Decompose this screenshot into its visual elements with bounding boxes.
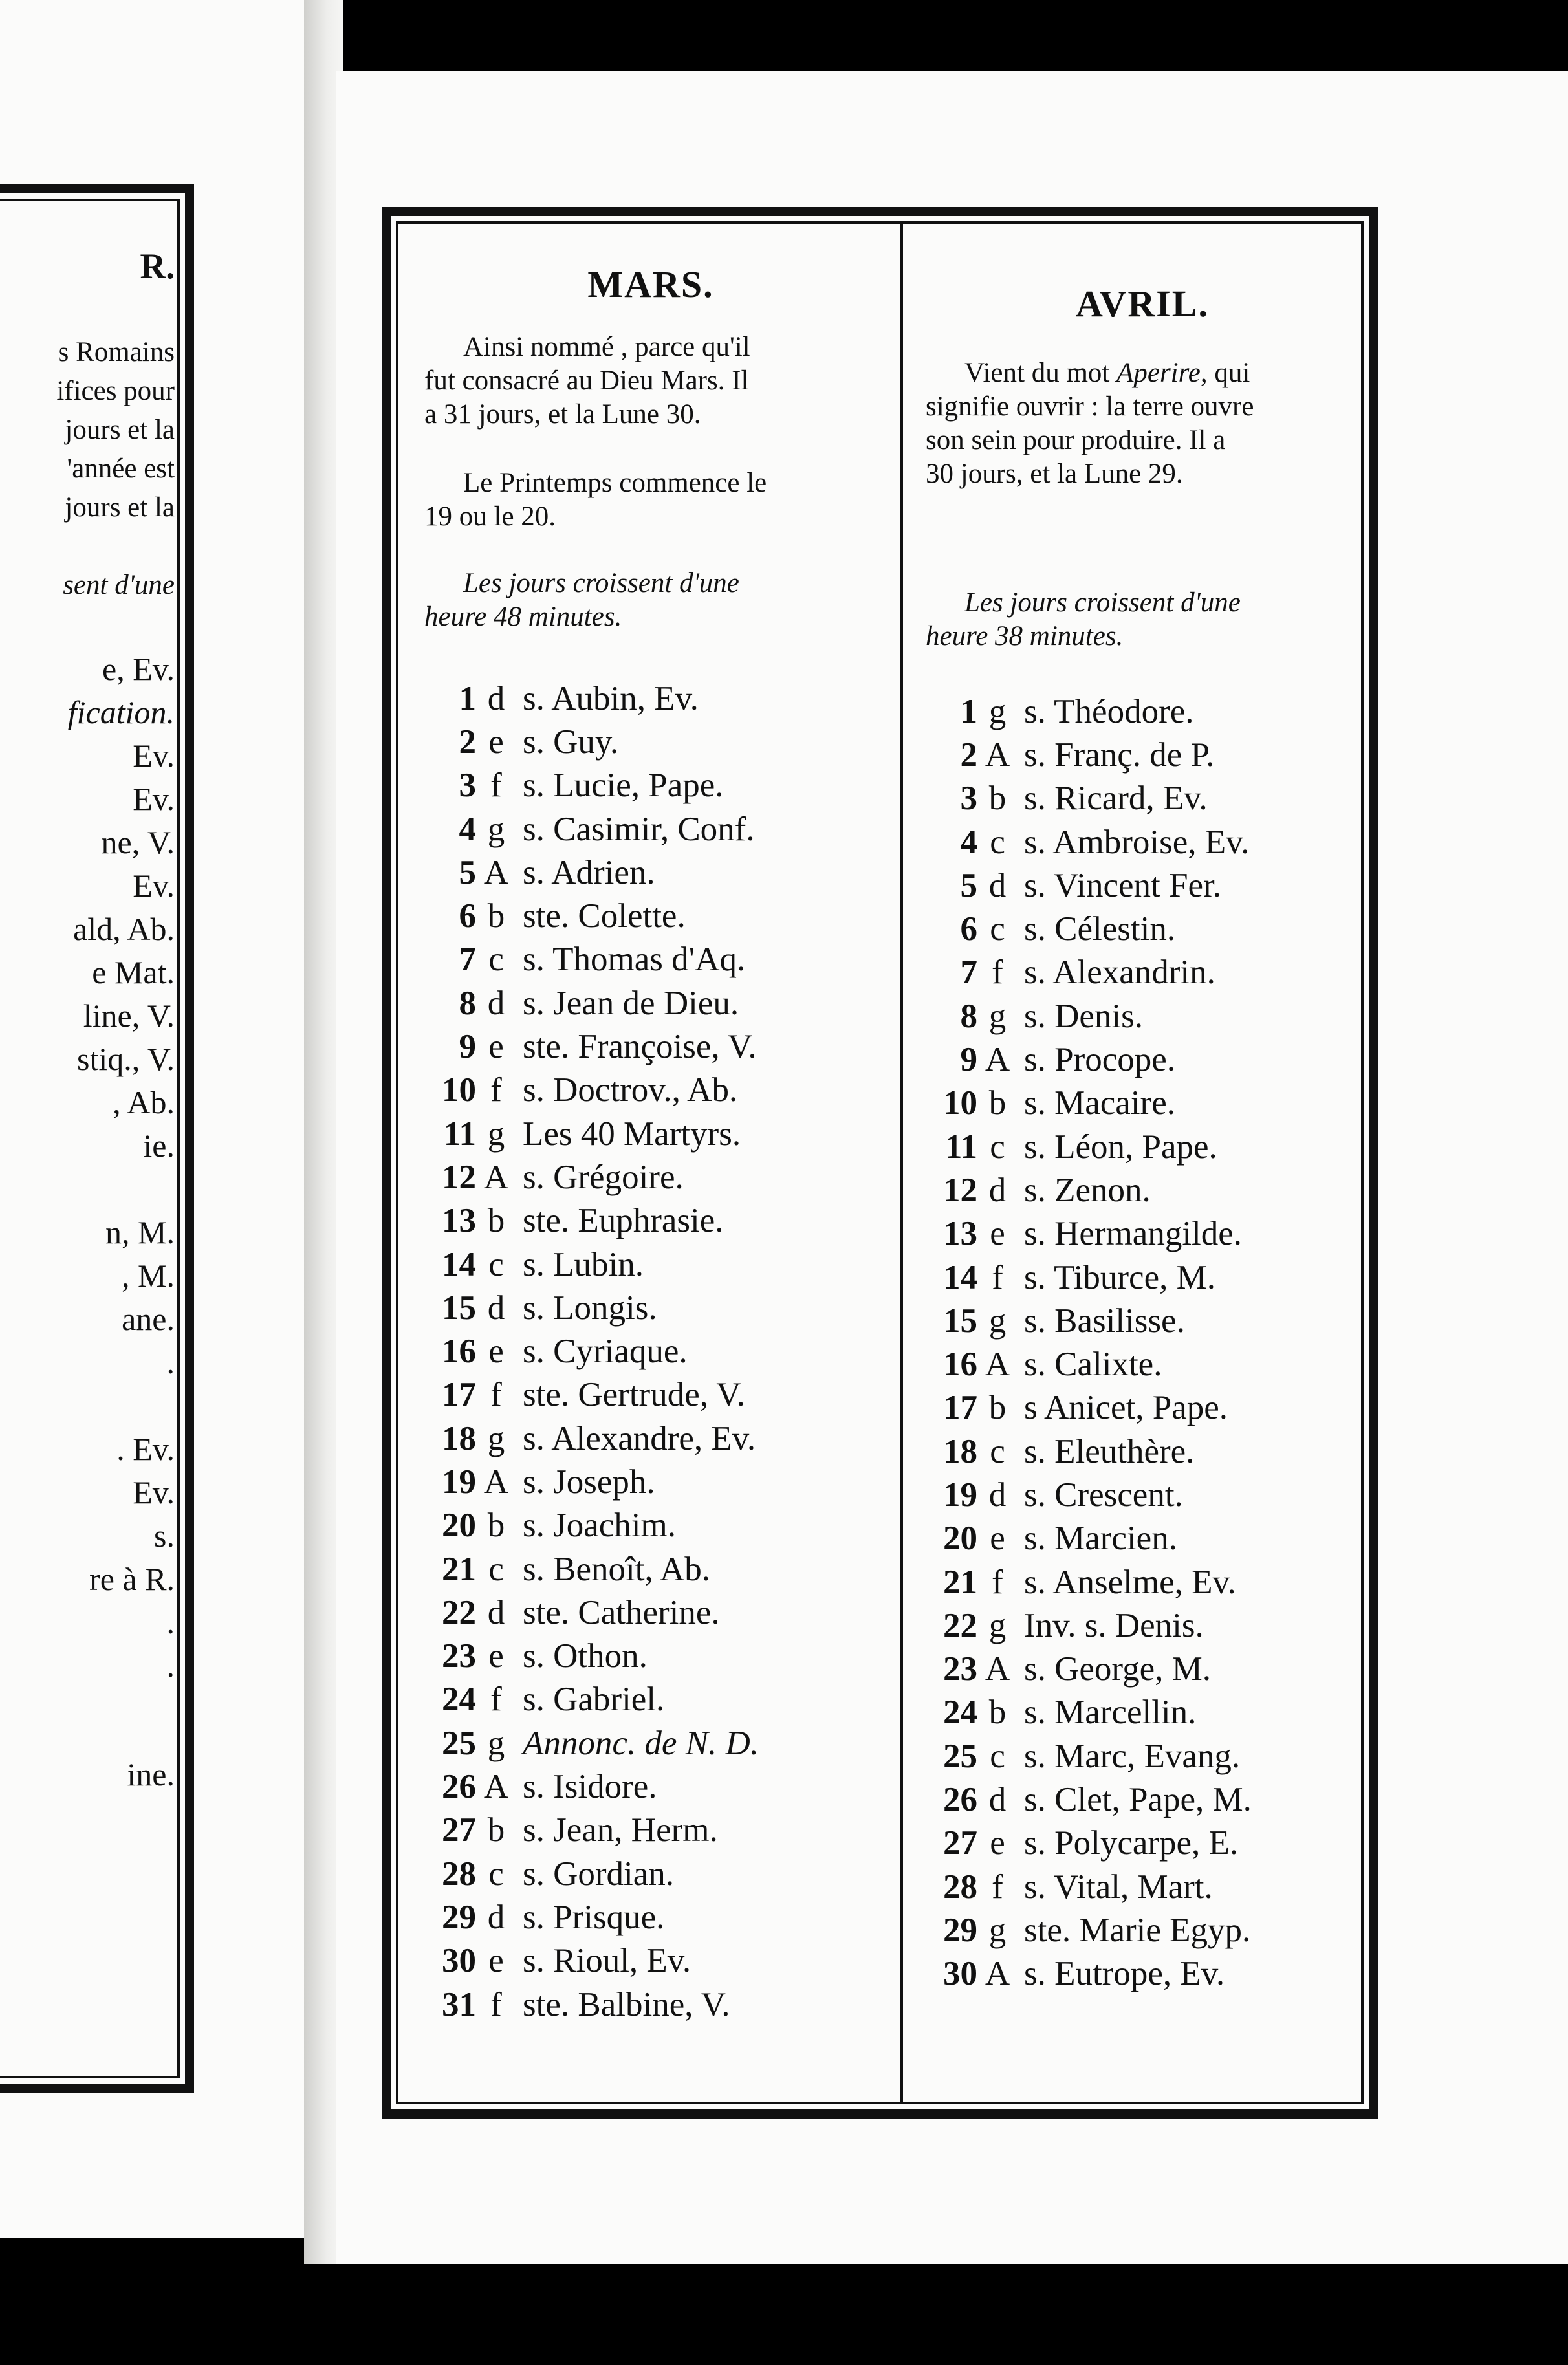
avril-day-row <box>926 1560 1359 1604</box>
column-divider <box>900 224 903 2102</box>
mars-day-row <box>424 1069 877 1112</box>
dominical-letter: d <box>988 866 1007 904</box>
saint-name: s. Marcellin. <box>1024 1694 1197 1732</box>
day-number: 28 <box>943 1868 977 1906</box>
day-number: 24 <box>442 1681 476 1719</box>
dominical-letter: A <box>985 1955 1010 1993</box>
mars-day-row <box>424 1895 877 1939</box>
dominical-letter: A <box>483 1158 509 1196</box>
day-number: 16 <box>943 1346 977 1384</box>
saint-name: s. Vincent Fer. <box>1024 866 1221 904</box>
dominical-letter: A <box>985 1650 1010 1688</box>
mars-day-row <box>424 1373 877 1417</box>
left-page-line: 'année est <box>67 453 175 484</box>
avril-day-row <box>926 1517 1359 1560</box>
saint-name: ste. Euphrasie. <box>523 1202 724 1240</box>
dominical-letter: d <box>487 1289 505 1327</box>
dominical-letter: f <box>490 1681 502 1719</box>
left-page-line: . <box>166 1648 175 1684</box>
left-page-line: . Ev. <box>116 1431 175 1467</box>
dominical-letter: g <box>988 997 1007 1035</box>
avril-day-row <box>926 1038 1359 1081</box>
mars-day-row <box>424 894 877 937</box>
day-number: 28 <box>442 1855 476 1893</box>
avril-day-row <box>926 820 1359 864</box>
left-page-line: ald, Ab. <box>73 911 175 947</box>
avril-day-row <box>926 1125 1359 1168</box>
mars-day-row <box>424 1983 877 2026</box>
mars-day-row <box>424 1025 877 1068</box>
saint-name: s. Franç. de P. <box>1024 736 1215 774</box>
avril-day-row <box>926 1168 1359 1212</box>
saint-name: s. Rioul, Ev. <box>523 1942 691 1980</box>
avril-day-row <box>926 1908 1359 1952</box>
left-page-line: e Mat. <box>92 954 175 990</box>
mars-day-row <box>424 1678 877 1721</box>
avril-title: AVRIL. <box>1076 283 1209 325</box>
dominical-letter: g <box>487 1724 505 1762</box>
saint-name: s. Procope. <box>1024 1041 1176 1079</box>
avril-day-row <box>926 907 1359 950</box>
dominical-letter: f <box>490 1985 502 2023</box>
left-page-line: line, V. <box>83 997 175 1034</box>
left-page <box>0 0 304 2238</box>
day-number: 26 <box>943 1781 977 1819</box>
day-number: 9 <box>459 1028 476 1066</box>
left-page-line: . <box>166 1344 175 1380</box>
mars-day-row <box>424 1112 877 1155</box>
dominical-letter: A <box>985 1041 1010 1079</box>
left-page-line: . <box>166 1604 175 1640</box>
saint-name: s. Vital, Mart. <box>1024 1868 1213 1906</box>
dominical-letter: f <box>992 1258 1003 1296</box>
dominical-letter: g <box>487 810 505 848</box>
mars-day-row <box>424 1939 877 1983</box>
day-number: 10 <box>943 1084 977 1122</box>
mars-day-row <box>424 938 877 981</box>
dominical-letter: g <box>988 692 1007 730</box>
saint-name: s. Célestin. <box>1024 910 1176 948</box>
day-number: 22 <box>943 1606 977 1644</box>
saint-name: s. Ricard, Ev. <box>1024 779 1208 818</box>
left-page-line: jours et la <box>65 415 175 445</box>
saint-name: s. Gordian. <box>523 1855 675 1893</box>
day-number: 15 <box>442 1289 476 1327</box>
dominical-letter: d <box>487 1593 505 1631</box>
day-number: 17 <box>442 1376 476 1414</box>
mars-day-row <box>424 1591 877 1634</box>
saint-name: s. Cyriaque. <box>523 1333 688 1371</box>
day-number: 7 <box>960 954 977 992</box>
day-number: 11 <box>443 1115 476 1153</box>
mars-growth: Les jours croissent d'une heure 48 minutes. <box>424 568 739 632</box>
left-page-line: , M. <box>122 1258 175 1294</box>
avril-day-row <box>926 1691 1359 1734</box>
dominical-letter: e <box>990 1215 1005 1253</box>
mars-day-row <box>424 1286 877 1329</box>
mars-days-list <box>424 677 877 2026</box>
saint-name: s. Eleuthère. <box>1024 1432 1195 1470</box>
dominical-letter: A <box>483 1768 509 1806</box>
dominical-letter: d <box>988 1476 1007 1514</box>
saint-name: s. Anselme, Ev. <box>1024 1563 1236 1601</box>
left-page-line: stiq., V. <box>76 1041 175 1077</box>
saint-name: ste. Catherine. <box>523 1593 720 1631</box>
day-number: 16 <box>442 1333 476 1371</box>
dominical-letter: g <box>487 1419 505 1457</box>
avril-day-row <box>926 1082 1359 1125</box>
avril-day-row <box>926 994 1359 1038</box>
day-number: 23 <box>943 1650 977 1688</box>
dominical-letter: f <box>992 1868 1003 1906</box>
left-page-line: s Romains <box>58 337 175 367</box>
saint-name: ste. Colette. <box>523 897 686 935</box>
saint-name: s. Macaire. <box>1024 1084 1175 1122</box>
avril-day-row <box>926 1865 1359 1908</box>
left-page-line: , Ab. <box>113 1084 175 1120</box>
saint-name: s Anicet, Pape. <box>1024 1389 1228 1427</box>
dominical-letter: e <box>990 1824 1005 1862</box>
saint-name: s. Hermangilde. <box>1024 1215 1243 1253</box>
day-number: 19 <box>943 1476 977 1514</box>
avril-day-row <box>926 1386 1359 1430</box>
avril-day-row <box>926 864 1359 907</box>
calendar-frame <box>382 207 1378 2119</box>
dominical-letter: f <box>490 1071 502 1109</box>
day-number: 15 <box>943 1302 977 1340</box>
day-number: 26 <box>442 1768 476 1806</box>
dominical-letter: c <box>488 1550 504 1588</box>
dominical-letter: c <box>488 1245 504 1283</box>
day-number: 19 <box>442 1463 476 1501</box>
saint-name: s. Guy. <box>523 723 619 761</box>
day-number: 27 <box>442 1811 476 1849</box>
saint-name: Les 40 Martyrs. <box>523 1115 741 1153</box>
mars-day-row <box>424 720 877 763</box>
saint-name: s. Denis. <box>1024 997 1144 1035</box>
left-page-line: e, Ev. <box>102 651 175 687</box>
day-number: 9 <box>960 1041 977 1079</box>
day-number: 6 <box>459 897 476 935</box>
dominical-letter: A <box>985 736 1010 774</box>
mars-day-row <box>424 1504 877 1547</box>
dominical-letter: b <box>487 1811 505 1849</box>
saint-name: s. Alexandrin. <box>1024 954 1215 992</box>
saint-name: s. Zenon. <box>1024 1171 1151 1209</box>
left-page-line: ine. <box>127 1756 175 1793</box>
day-number: 8 <box>459 984 476 1022</box>
avril-growth: Les jours croissent d'une heure 38 minutes. <box>926 587 1241 651</box>
saint-name: s. Lucie, Pape. <box>523 767 724 805</box>
left-page-line: s. <box>154 1518 175 1554</box>
mars-day-row <box>424 1460 877 1503</box>
dominical-letter: b <box>988 1084 1007 1122</box>
day-number: 1 <box>960 692 977 730</box>
day-number: 14 <box>943 1258 977 1296</box>
dominical-letter: b <box>988 779 1007 818</box>
dominical-letter: c <box>488 941 504 979</box>
avril-day-row <box>926 1473 1359 1516</box>
day-number: 21 <box>943 1563 977 1601</box>
saint-name: s. Polycarpe, E. <box>1024 1824 1239 1862</box>
dominical-letter: d <box>988 1171 1007 1209</box>
mars-day-row <box>424 1199 877 1243</box>
mars-day-row <box>424 807 877 851</box>
dominical-letter: d <box>487 984 505 1022</box>
dominical-letter: b <box>988 1694 1007 1732</box>
saint-name: s. Alexandre, Ev. <box>523 1419 756 1457</box>
day-number: 30 <box>943 1955 977 1993</box>
left-page-line: R. <box>140 246 175 286</box>
saint-name: s. Lubin. <box>523 1245 644 1283</box>
dominical-letter: e <box>488 1333 504 1371</box>
avril-day-row <box>926 1734 1359 1778</box>
saint-name: s. Marc, Evang. <box>1024 1737 1241 1775</box>
saint-name: s. Jean de Dieu. <box>523 984 739 1022</box>
avril-day-row <box>926 1952 1359 1996</box>
saint-name: s. Clet, Pape, M. <box>1024 1781 1252 1819</box>
left-page-line: ane. <box>122 1301 175 1337</box>
mars-day-row <box>424 1329 877 1373</box>
left-page-line: jours et la <box>65 492 175 523</box>
avril-day-row <box>926 733 1359 776</box>
day-number: 30 <box>442 1942 476 1980</box>
avril-day-row <box>926 1430 1359 1473</box>
mars-day-row <box>424 1155 877 1199</box>
avril-intro: Vient du mot Aperire, qui signifie ouvrir : la terre ouvre son sein pour produire. Il a 30 jours, et la Lune 29. <box>926 358 1254 489</box>
mars-day-row <box>424 1243 877 1286</box>
dominical-letter: A <box>985 1346 1010 1384</box>
dominical-letter: b <box>487 1202 505 1240</box>
day-number: 24 <box>943 1694 977 1732</box>
day-number: 18 <box>943 1432 977 1470</box>
dominical-letter: c <box>488 1855 504 1893</box>
saint-name: s. Grégoire. <box>523 1158 684 1196</box>
dominical-letter: f <box>490 767 502 805</box>
avril-day-row <box>926 777 1359 820</box>
mars-day-row <box>424 981 877 1025</box>
mars-day-row <box>424 764 877 807</box>
day-number: 29 <box>943 1911 977 1949</box>
day-number: 17 <box>943 1389 977 1427</box>
saint-name: s. Jean, Herm. <box>523 1811 718 1849</box>
mars-day-row <box>424 1547 877 1591</box>
dominical-letter: g <box>988 1911 1007 1949</box>
saint-name: s. Joseph. <box>523 1463 655 1501</box>
left-page-line: re à R. <box>89 1561 175 1597</box>
mars-column <box>424 224 877 2102</box>
day-number: 2 <box>459 723 476 761</box>
mars-intro: Ainsi nommé , parce qu'il fut consacré au Dieu Mars. Il a 31 jours, et la Lune 30. <box>424 332 750 430</box>
saint-name: s. Benoît, Ab. <box>523 1550 711 1588</box>
saint-name: s. Casimir, Conf. <box>523 810 755 848</box>
dominical-letter: f <box>992 954 1003 992</box>
day-number: 2 <box>960 736 977 774</box>
left-page-line: Ev. <box>133 781 175 817</box>
avril-day-row <box>926 690 1359 733</box>
day-number: 5 <box>459 853 476 891</box>
day-number: 12 <box>442 1158 476 1196</box>
day-number: 12 <box>943 1171 977 1209</box>
dominical-letter: g <box>988 1606 1007 1644</box>
saint-name: s. Marcien. <box>1024 1520 1177 1558</box>
avril-day-row <box>926 1778 1359 1821</box>
avril-day-row <box>926 1822 1359 1865</box>
day-number: 31 <box>442 1985 476 2023</box>
dominical-letter: b <box>487 1507 505 1545</box>
saint-name: s. Isidore. <box>523 1768 657 1806</box>
saint-name: s. Gabriel. <box>523 1681 665 1719</box>
dominical-letter: e <box>488 723 504 761</box>
dominical-letter: e <box>488 1028 504 1066</box>
day-number: 4 <box>960 823 977 861</box>
dominical-letter: g <box>988 1302 1007 1340</box>
avril-days-list <box>926 690 1359 1996</box>
left-page-line: n, M. <box>105 1214 175 1250</box>
dominical-letter: c <box>990 1128 1005 1166</box>
avril-column <box>926 224 1359 2102</box>
saint-name: s. Prisque. <box>523 1898 665 1936</box>
avril-day-row <box>926 1604 1359 1647</box>
mars-day-row <box>424 677 877 720</box>
day-number: 18 <box>442 1419 476 1457</box>
dominical-letter: b <box>487 897 505 935</box>
day-number: 13 <box>943 1215 977 1253</box>
saint-name: Annonc. de N. D. <box>523 1724 759 1762</box>
saint-name: s. Thomas d'Aq. <box>523 941 746 979</box>
dominical-letter: A <box>483 853 509 891</box>
day-number: 29 <box>442 1898 476 1936</box>
saint-name: ste. Marie Egyp. <box>1024 1911 1251 1949</box>
day-number: 3 <box>960 779 977 818</box>
day-number: 13 <box>442 1202 476 1240</box>
saint-name: s. Longis. <box>523 1289 657 1327</box>
day-number: 20 <box>943 1520 977 1558</box>
saint-name: s. Aubin, Ev. <box>523 679 699 717</box>
dominical-letter: e <box>488 1942 504 1980</box>
dominical-letter: e <box>488 1637 504 1675</box>
avril-day-row <box>926 1212 1359 1256</box>
day-number: 6 <box>960 910 977 948</box>
dominical-letter: d <box>988 1781 1007 1819</box>
day-number: 25 <box>943 1737 977 1775</box>
left-page-line: ifices pour <box>56 376 175 406</box>
saint-name: s. Crescent. <box>1024 1476 1183 1514</box>
day-number: 21 <box>442 1550 476 1588</box>
saint-name: s. Théodore. <box>1024 692 1194 730</box>
saint-name: s. Tiburce, M. <box>1024 1258 1215 1296</box>
left-page-line: Ev. <box>133 737 175 774</box>
saint-name: s. Ambroise, Ev. <box>1024 823 1250 861</box>
left-page-line: Ev. <box>133 1474 175 1510</box>
saint-name: s. Joachim. <box>523 1507 676 1545</box>
mars-title: MARS. <box>587 263 714 305</box>
dominical-letter: f <box>992 1563 1003 1601</box>
dominical-letter: d <box>487 679 505 717</box>
dominical-letter: b <box>988 1389 1007 1427</box>
mars-day-row <box>424 1852 877 1895</box>
right-page <box>336 71 1568 2264</box>
dominical-letter: c <box>990 1432 1005 1470</box>
left-page-line: ie. <box>143 1128 175 1164</box>
dominical-letter: c <box>990 910 1005 948</box>
mars-day-row <box>424 1417 877 1460</box>
left-page-line: fication. <box>67 694 175 730</box>
day-number: 27 <box>943 1824 977 1862</box>
dominical-letter: g <box>487 1115 505 1153</box>
left-page-line: sent d'une <box>63 570 175 600</box>
mars-day-row <box>424 1635 877 1678</box>
saint-name: s. Eutrope, Ev. <box>1024 1955 1225 1993</box>
dominical-letter: d <box>487 1898 505 1936</box>
day-number: 23 <box>442 1637 476 1675</box>
avril-day-row <box>926 951 1359 994</box>
saint-name: s. Doctrov., Ab. <box>523 1071 738 1109</box>
mars-day-row <box>424 1765 877 1808</box>
saint-name: ste. Françoise, V. <box>523 1028 757 1066</box>
day-number: 20 <box>442 1507 476 1545</box>
saint-name: s. Adrien. <box>523 853 655 891</box>
day-number: 4 <box>459 810 476 848</box>
day-number: 25 <box>442 1724 476 1762</box>
left-page-line: Ev. <box>133 867 175 904</box>
day-number: 14 <box>442 1245 476 1283</box>
saint-name: ste. Balbine, V. <box>523 1985 730 2023</box>
dominical-letter: f <box>490 1376 502 1414</box>
saint-name: s. Calixte. <box>1024 1346 1162 1384</box>
avril-day-row <box>926 1648 1359 1691</box>
dominical-letter: c <box>990 823 1005 861</box>
day-number: 11 <box>944 1128 977 1166</box>
mars-day-row <box>424 1809 877 1852</box>
avril-day-row <box>926 1299 1359 1342</box>
day-number: 7 <box>459 941 476 979</box>
day-number: 22 <box>442 1593 476 1631</box>
mars-spring: Le Printemps commence le 19 ou le 20. <box>424 468 767 532</box>
saint-name: s. Léon, Pape. <box>1024 1128 1217 1166</box>
mars-day-row <box>424 1721 877 1765</box>
day-number: 10 <box>442 1071 476 1109</box>
avril-day-row <box>926 1256 1359 1299</box>
day-number: 1 <box>459 679 476 717</box>
dominical-letter: c <box>990 1737 1005 1775</box>
day-number: 8 <box>960 997 977 1035</box>
avril-day-row <box>926 1342 1359 1386</box>
dominical-letter: e <box>990 1520 1005 1558</box>
saint-name: ste. Gertrude, V. <box>523 1376 745 1414</box>
saint-name: s. Basilisse. <box>1024 1302 1185 1340</box>
saint-name: s. George, M. <box>1024 1650 1212 1688</box>
day-number: 5 <box>960 866 977 904</box>
left-page-line: ne, V. <box>101 824 175 860</box>
dominical-letter: A <box>483 1463 509 1501</box>
day-number: 3 <box>459 767 476 805</box>
saint-name: s. Othon. <box>523 1637 648 1675</box>
mars-day-row <box>424 851 877 894</box>
saint-name: Inv. s. Denis. <box>1024 1606 1204 1644</box>
